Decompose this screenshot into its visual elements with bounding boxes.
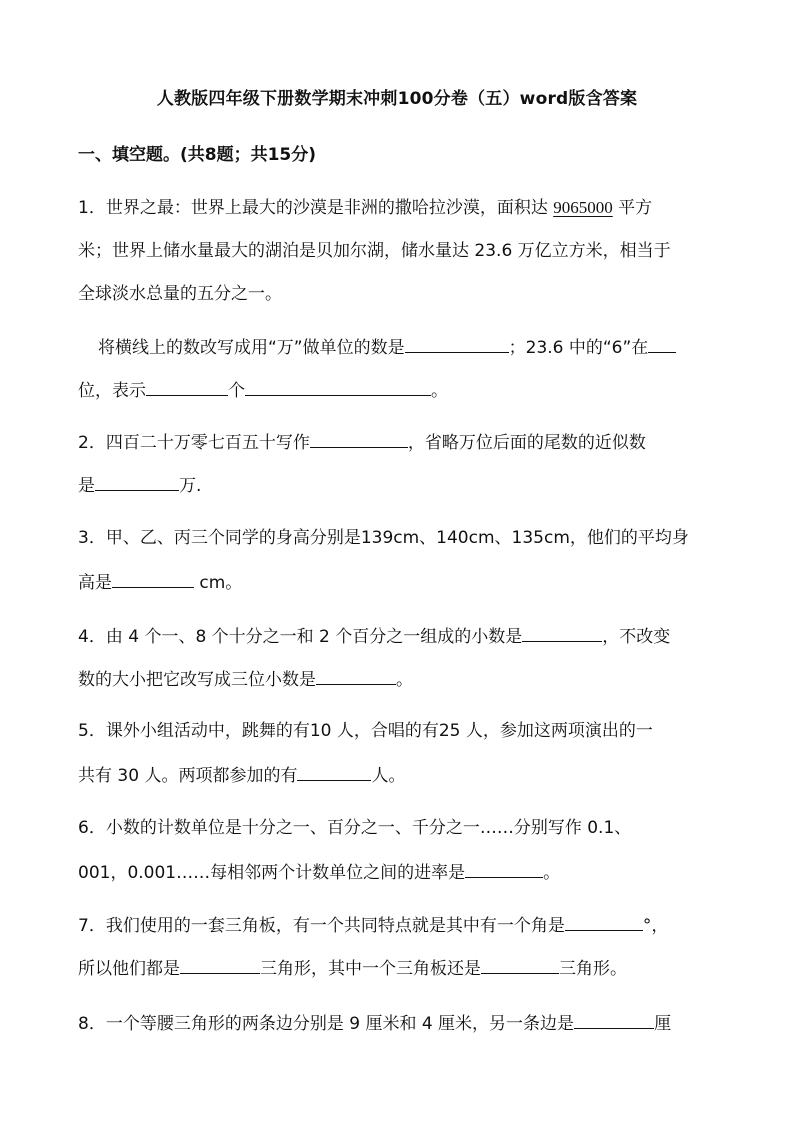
q1-prompt-end: 。 xyxy=(431,381,448,401)
q7-line-1 xyxy=(78,912,718,938)
q2-prompt-c: 是 xyxy=(78,476,95,496)
q7-prompt-d: 三角形，其中一个三角板还是 xyxy=(260,959,481,979)
q5-line-2 xyxy=(78,762,718,788)
q1-underlined-number: 9065000 xyxy=(553,198,613,217)
q8-prompt-end: 厘 xyxy=(654,1014,672,1034)
q3-prompt-a: 高是 xyxy=(78,573,112,593)
q5-prompt-a: 共有 30 人。两项都参加的有 xyxy=(78,766,298,786)
q7-answer-blank-3[interactable] xyxy=(481,955,559,974)
q7-prompt-b: °， xyxy=(642,916,669,936)
q4-line-2 xyxy=(78,666,718,692)
q4-answer-blank-1[interactable] xyxy=(522,623,602,642)
q4-line-1 xyxy=(78,623,718,649)
q1-line-3: 全球淡水总量的五分之一。 xyxy=(78,284,282,304)
q2-answer-blank-1[interactable] xyxy=(310,429,408,448)
q1-answer-blank-1[interactable] xyxy=(405,334,509,353)
section-heading-fill-blanks: 一、填空题。(共8题；共15分) xyxy=(78,145,317,165)
q6-line-2 xyxy=(78,859,718,885)
q7-prompt-end: 三角形。 xyxy=(559,959,627,979)
q8-prompt-a: 8．一个等腰三角形的两条边分别是 9 厘米和 4 厘米，另一条边是 xyxy=(78,1014,575,1034)
q2-prompt-end: 万. xyxy=(179,476,202,496)
q1-prompt-a: 将横线上的数改写成用“万”做单位的数是 xyxy=(98,338,405,358)
q7-prompt-a: 7．我们使用的一套三角板，有一个共同特点就是其中有一个角是 xyxy=(78,916,565,936)
q7-prompt-c: 所以他们都是 xyxy=(78,959,180,979)
q4-prompt-c: 数的大小把它改写成三位小数是 xyxy=(78,670,316,690)
q1-line-4 xyxy=(98,334,738,360)
q1-line-2: 米；世界上储水量最大的湖泊是贝加尔湖，储水量达 23.6 万亿立方米，相当于 xyxy=(78,241,671,261)
q2-answer-blank-2[interactable] xyxy=(95,472,179,491)
q2-line-1 xyxy=(78,429,718,455)
q6-line-1: 6．小数的计数单位是十分之一、百分之一、千分之一……分别写作 0.1、 xyxy=(78,818,632,838)
q3-line-2 xyxy=(78,569,718,595)
q1-line-5 xyxy=(78,377,718,403)
q2-line-2 xyxy=(78,472,718,498)
q1-text-end: 平方 xyxy=(612,198,653,218)
document-title: 人教版四年级下册数学期末冲刺100分卷（五）word版含答案 xyxy=(156,89,638,109)
q4-prompt-b: ，不改变 xyxy=(602,627,671,647)
q8-line-1 xyxy=(78,1010,718,1036)
q3-line-1: 3．甲、乙、丙三个同学的身高分别是139cm、140cm、135cm，他们的平均身 xyxy=(78,528,689,548)
q6-prompt-a: 001，0.001……每相邻两个计数单位之间的进率是 xyxy=(78,863,466,883)
q1-answer-blank-2[interactable] xyxy=(648,334,676,353)
q3-answer-blank[interactable] xyxy=(112,569,194,588)
q7-line-2 xyxy=(78,955,718,981)
q3-prompt-end: cm。 xyxy=(194,573,243,593)
q6-answer-blank[interactable] xyxy=(465,859,543,878)
q1-text: 1．世界之最：世界上最大的沙漠是非洲的撒哈拉沙漠，面积达 xyxy=(78,198,554,218)
q5-line-1: 5．课外小组活动中，跳舞的有10 人，合唱的有25 人，参加这两项演出的一 xyxy=(78,721,653,741)
q7-answer-blank-1[interactable] xyxy=(565,912,643,931)
q5-answer-blank[interactable] xyxy=(297,762,371,781)
q7-answer-blank-2[interactable] xyxy=(180,955,260,974)
q4-prompt-a: 4．由 4 个一、8 个十分之一和 2 个百分之一组成的小数是 xyxy=(78,627,523,647)
q1-answer-blank-4[interactable] xyxy=(245,377,431,396)
q4-prompt-end: 。 xyxy=(396,670,413,690)
q6-prompt-end: 。 xyxy=(543,863,561,883)
q1-prompt-d: 个 xyxy=(228,381,245,401)
q2-prompt-a: 2．四百二十万零七百五十写作 xyxy=(78,433,310,453)
q4-answer-blank-2[interactable] xyxy=(316,666,396,685)
q1-answer-blank-3[interactable] xyxy=(146,377,228,396)
q1-line-1 xyxy=(78,196,718,220)
q1-prompt-b: ；23.6 中的“6”在 xyxy=(508,338,649,358)
q2-prompt-b: ，省略万位后面的尾数的近似数 xyxy=(407,433,646,453)
q5-prompt-end: 人。 xyxy=(371,766,406,786)
q1-prompt-c: 位，表示 xyxy=(78,381,146,401)
q8-answer-blank[interactable] xyxy=(574,1010,654,1029)
